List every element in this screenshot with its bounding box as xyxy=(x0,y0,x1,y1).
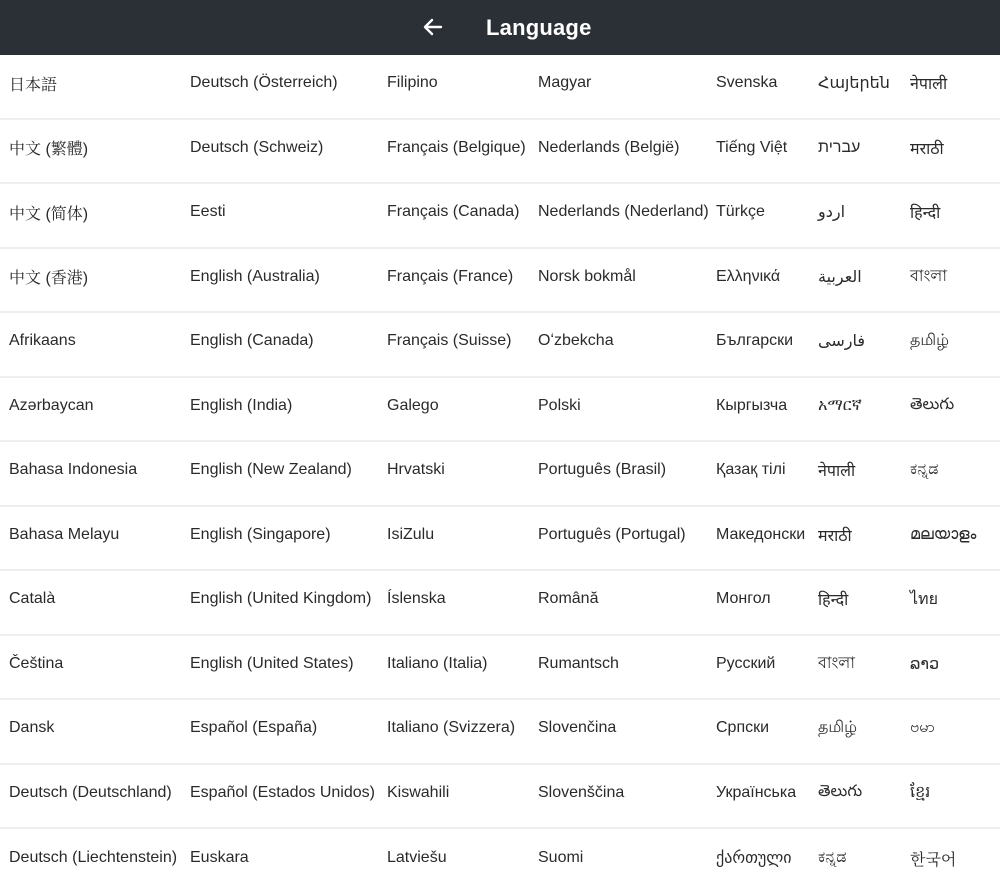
language-row xyxy=(0,55,1000,120)
language-option[interactable]: Български xyxy=(716,332,794,350)
page-title: Language xyxy=(486,15,592,40)
language-option[interactable]: नेपाली xyxy=(818,463,856,481)
language-option[interactable]: አማርኛ xyxy=(818,396,862,414)
language-option[interactable]: Norsk bokmål xyxy=(538,267,636,285)
language-option[interactable]: Italiano (Italia) xyxy=(387,654,488,672)
language-option[interactable]: Українська xyxy=(716,783,797,801)
language-option[interactable]: Español (España) xyxy=(190,719,318,737)
language-option[interactable]: Eesti xyxy=(190,203,226,221)
language-option[interactable]: Română xyxy=(538,590,599,608)
language-option[interactable]: Čeština xyxy=(9,654,64,672)
language-option[interactable]: IsiZulu xyxy=(387,525,435,543)
language-option[interactable]: Español (Estados Unidos) xyxy=(190,783,375,801)
language-option[interactable]: English (United States) xyxy=(190,654,354,672)
language-option[interactable]: ဗမာ xyxy=(910,719,935,737)
language-option[interactable]: తెలుగు xyxy=(818,782,863,800)
language-row xyxy=(0,765,1000,830)
language-option[interactable]: Հայերեն xyxy=(818,75,890,93)
language-option[interactable]: Hrvatski xyxy=(387,461,445,479)
language-option[interactable]: हिन्दी xyxy=(818,592,849,610)
language-option[interactable]: Кыргызча xyxy=(716,396,788,414)
language-grid xyxy=(0,55,1000,894)
language-option[interactable]: Slovenščina xyxy=(538,783,625,801)
language-option[interactable]: Русский xyxy=(716,654,776,672)
language-option[interactable]: Монгол xyxy=(716,590,771,608)
language-option[interactable]: Nederlands (België) xyxy=(538,138,680,156)
app-header xyxy=(0,0,1000,55)
language-option[interactable]: Қазақ тілі xyxy=(716,461,786,479)
language-option[interactable]: English (Australia) xyxy=(190,267,320,285)
language-option[interactable]: Slovenčina xyxy=(538,719,617,737)
language-row xyxy=(0,700,1000,765)
language-option[interactable]: ไทย xyxy=(910,590,938,608)
language-option[interactable]: বাংলা xyxy=(818,655,855,673)
language-option[interactable]: עברית xyxy=(818,138,861,156)
language-option[interactable]: English (India) xyxy=(190,396,293,414)
language-option[interactable]: Magyar xyxy=(538,74,592,92)
language-option[interactable]: Français (Suisse) xyxy=(387,332,512,350)
language-option[interactable]: हिन्दी xyxy=(910,205,941,223)
language-option[interactable]: Deutsch (Österreich) xyxy=(190,74,338,92)
language-option[interactable]: English (United Kingdom) xyxy=(190,590,372,608)
back-button[interactable] xyxy=(416,10,450,44)
language-option[interactable]: தமிழ் xyxy=(818,719,858,737)
language-option[interactable]: తెలుగు xyxy=(910,395,955,413)
language-option[interactable]: नेपाली xyxy=(910,76,948,94)
language-option[interactable]: Polski xyxy=(538,396,581,414)
language-option[interactable]: Македонски xyxy=(716,525,806,543)
language-row xyxy=(0,378,1000,443)
language-option[interactable]: Ελληνικά xyxy=(716,267,781,285)
language-option[interactable]: Dansk xyxy=(9,719,55,737)
language-option[interactable]: தமிழ் xyxy=(910,332,950,350)
language-option[interactable]: Српски xyxy=(716,719,770,737)
language-option[interactable]: Français (Canada) xyxy=(387,203,520,221)
language-option[interactable]: Oʻzbekcha xyxy=(538,332,614,350)
language-option[interactable]: Íslenska xyxy=(387,590,446,608)
language-option[interactable]: Afrikaans xyxy=(9,332,76,350)
language-option[interactable]: বাংলা xyxy=(910,268,947,286)
language-row xyxy=(0,249,1000,314)
language-option[interactable]: Català xyxy=(9,590,56,608)
language-option[interactable]: ಕನ್ನಡ xyxy=(818,849,847,867)
language-option[interactable]: English (Singapore) xyxy=(190,525,331,543)
language-option[interactable]: ქართული xyxy=(716,850,792,868)
language-option[interactable]: العربية xyxy=(818,268,862,286)
language-option[interactable]: മലയാളം xyxy=(910,525,977,543)
language-option[interactable]: ខ្មែរ xyxy=(910,783,931,801)
language-option[interactable]: Azərbaycan xyxy=(9,396,94,414)
language-option[interactable]: मराठी xyxy=(910,140,944,158)
language-option[interactable]: Tiếng Việt xyxy=(716,138,788,156)
language-option[interactable]: Français (Belgique) xyxy=(387,138,526,156)
language-option[interactable]: Svenska xyxy=(716,74,778,92)
language-option[interactable]: Türkçe xyxy=(716,203,765,221)
arrow-left-icon xyxy=(423,17,443,37)
language-option[interactable]: Bahasa Indonesia xyxy=(9,461,138,479)
language-option[interactable]: Deutsch (Liechtenstein) xyxy=(9,849,178,867)
language-option[interactable]: English (Canada) xyxy=(190,332,314,350)
language-option[interactable]: ಕನ್ನಡ xyxy=(910,461,939,479)
language-option[interactable]: 中文 (简体) xyxy=(9,205,89,223)
language-option[interactable]: Deutsch (Schweiz) xyxy=(190,138,324,156)
language-option[interactable]: 한국어 xyxy=(910,851,957,869)
language-row xyxy=(0,507,1000,572)
language-option[interactable]: Português (Portugal) xyxy=(538,525,686,543)
language-option[interactable]: اردو xyxy=(818,204,846,222)
language-option[interactable]: Português (Brasil) xyxy=(538,461,667,479)
language-row xyxy=(0,829,1000,894)
language-option[interactable]: English (New Zealand) xyxy=(190,461,352,479)
language-option[interactable]: Rumantsch xyxy=(538,654,619,672)
language-option[interactable]: Bahasa Melayu xyxy=(9,525,120,543)
language-option[interactable]: Deutsch (Deutschland) xyxy=(9,783,172,801)
language-row xyxy=(0,184,1000,249)
language-option[interactable]: Latviešu xyxy=(387,849,447,867)
language-row xyxy=(0,636,1000,701)
language-option[interactable]: Français (France) xyxy=(387,267,514,285)
language-option[interactable]: Nederlands (Nederland) xyxy=(538,203,709,221)
language-row xyxy=(0,571,1000,636)
language-option[interactable]: ລາວ xyxy=(910,655,940,673)
language-option[interactable]: فارسی xyxy=(818,333,865,351)
language-row xyxy=(0,120,1000,185)
language-option[interactable]: 中文 (香港) xyxy=(9,270,89,288)
language-row xyxy=(0,313,1000,378)
language-option[interactable]: Kiswahili xyxy=(387,783,450,801)
language-option[interactable]: Italiano (Svizzera) xyxy=(387,719,516,737)
language-option[interactable]: मराठी xyxy=(818,527,852,545)
language-row xyxy=(0,442,1000,507)
language-option[interactable]: Galego xyxy=(387,396,439,414)
language-option[interactable]: Euskara xyxy=(190,849,249,867)
language-option[interactable]: 中文 (繁體) xyxy=(9,141,89,159)
language-option[interactable]: 日本語 xyxy=(9,76,58,94)
language-option[interactable]: Suomi xyxy=(538,849,584,867)
language-option[interactable]: Filipino xyxy=(387,74,438,92)
